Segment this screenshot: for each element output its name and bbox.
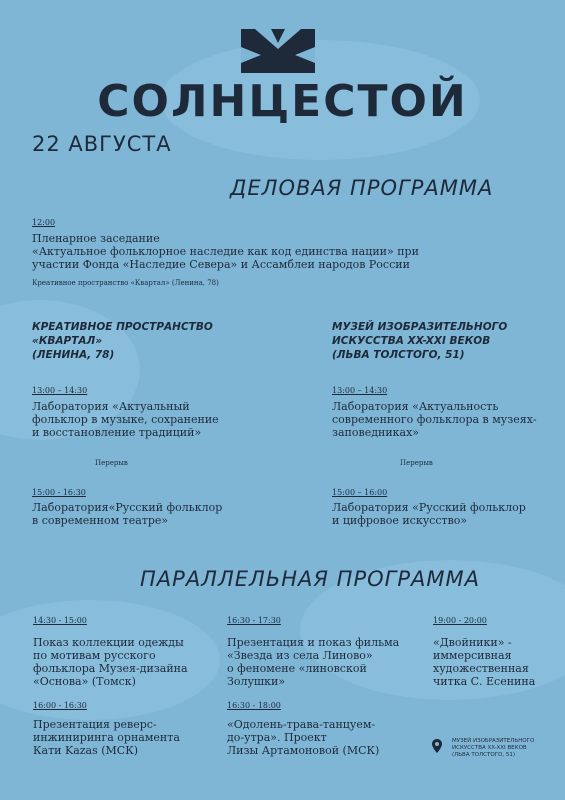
left-event1-line: и восстановление традиций»: [32, 426, 202, 439]
plenary-place: Креативное пространство «Квартал» (Ленина, 78): [32, 279, 219, 287]
location-pin-icon: [432, 739, 442, 753]
parallel-event-time: 16:30 - 17:30: [227, 616, 281, 625]
parallel-event-line: читка С. Есенина: [433, 675, 536, 688]
left-break: Перерыв: [95, 459, 128, 467]
left-event2-line: Лаборатория«Русский фольклор: [32, 501, 223, 514]
parallel-event-line: о феномене «линовской: [227, 662, 367, 675]
event-date: 22 АВГУСТА: [32, 132, 172, 156]
plenary-time: 12:00: [32, 218, 56, 227]
parallel-event-line: «Звезда из села Линово»: [227, 649, 373, 662]
right-venue-header: МУЗЕЙ ИЗОБРАЗИТЕЛЬНОГО: [332, 321, 508, 333]
left-venue-header: «КВАРТАЛ»: [32, 335, 103, 347]
left-venue-header: (ЛЕНИНА, 78): [32, 349, 115, 361]
right-event1-line: заповедниках»: [332, 426, 420, 439]
right-event1-line: Лаборатория «Актуальность: [332, 400, 499, 413]
left-event1-line: Лаборатория «Актуальный: [32, 400, 190, 413]
left-event1-time: 13:00 – 14:30: [32, 386, 88, 395]
parallel-event-line: Лизы Артамоновой (МСК): [227, 744, 380, 757]
plenary-line: Пленарное заседание: [32, 232, 160, 245]
parallel-event-line: фольклора Музея-дизайна: [33, 662, 188, 675]
brand-title: СОЛНЦЕСТОЙ: [97, 76, 468, 127]
left-venue-header: КРЕАТИВНОЕ ПРОСТРАНСТВО: [32, 321, 213, 333]
parallel-event-line: Золушки»: [227, 675, 286, 688]
business-program-title: ДЕЛОВАЯ ПРОГРАММА: [230, 176, 494, 200]
parallel-event-line: Показ коллекции одежды: [33, 636, 184, 649]
parallel-event-line: иммерсивная: [433, 649, 512, 662]
parallel-event-line: художественная: [433, 662, 529, 675]
parallel-event-line: по мотивам русского: [33, 649, 156, 662]
left-event2-line: в современном театре»: [32, 514, 169, 527]
parallel-event-time: 19:00 - 20:00: [433, 616, 487, 625]
parallel-event-line: Кати Kazas (МСК): [33, 744, 139, 757]
parallel-event-line: Презентация и показ фильма: [227, 636, 400, 649]
sun-logo-icon: [241, 29, 315, 73]
left-event2-time: 15:00 - 16:30: [32, 488, 86, 497]
location-note: МУЗЕЙ ИЗОБРАЗИТЕЛЬНОГО: [452, 738, 535, 744]
right-event2-time: 15:00 – 16:00: [332, 488, 388, 497]
parallel-event-line: инжиниринга орнамента: [33, 731, 180, 744]
parallel-event-line: «Одолень-трава-танцуем-: [227, 718, 376, 731]
plenary-line: участии Фонда «Наследие Севера» и Ассамблеи народов России: [32, 258, 410, 271]
right-event2-line: и цифровое искусство»: [332, 514, 468, 527]
parallel-event-time: 14:30 - 15:00: [33, 616, 87, 625]
right-event1-line: современного фольклора в музеях-: [332, 413, 537, 426]
location-note: (ЛЬВА ТОЛСТОГО, 51): [452, 752, 516, 758]
parallel-event-time: 16:30 - 18:00: [227, 701, 281, 710]
location-note: ИСКУССТВА XX-XXI ВЕКОВ: [452, 745, 527, 751]
right-event2-line: Лаборатория «Русский фольклор: [332, 501, 526, 514]
parallel-event-line: «Двойники» -: [433, 636, 512, 649]
parallel-event-line: «Основа» (Томск): [33, 675, 136, 688]
parallel-event-time: 16:00 - 16:30: [33, 701, 87, 710]
parallel-event-line: Презентация реверс-: [33, 718, 157, 731]
parallel-program-title: ПАРАЛЛЕЛЬНАЯ ПРОГРАММА: [140, 567, 480, 591]
left-event1-line: фольклор в музыке, сохранение: [32, 413, 219, 426]
right-event1-time: 13:00 – 14:30: [332, 386, 388, 395]
right-break: Перерыв: [400, 459, 433, 467]
plenary-line: «Актуальное фольклорное наследие как код единства нации» при: [32, 245, 419, 258]
right-venue-header: ИСКУССТВА XX-XXI ВЕКОВ: [332, 335, 491, 347]
parallel-event-line: до-утра». Проект: [227, 731, 327, 744]
right-venue-header: (ЛЬВА ТОЛСТОГО, 51): [332, 349, 465, 361]
